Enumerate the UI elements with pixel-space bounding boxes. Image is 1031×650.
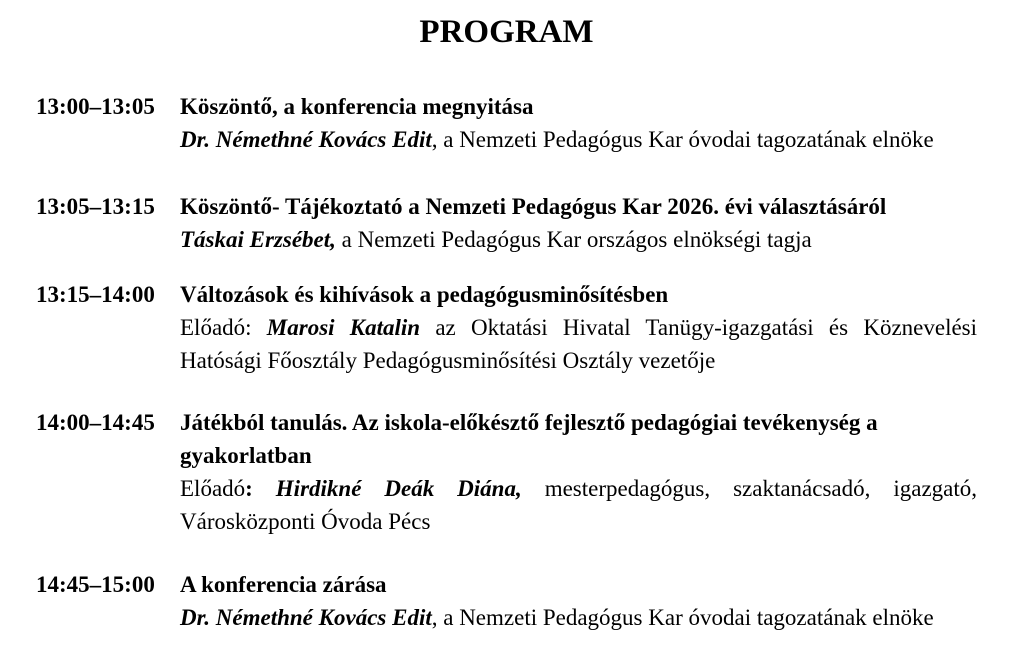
presenter-label: Előadó: [180, 476, 246, 501]
program-entry: [36, 190, 977, 256]
speaker-role: mesterpedagógus, szaktanácsadó, igazgató, Városközponti Óvoda Pécs: [180, 476, 977, 534]
speaker-line: [180, 472, 977, 538]
speaker-line: [180, 123, 977, 156]
time-slot: 13:15–14:00: [36, 282, 155, 307]
speaker-name: Dr. Némethné Kovács Edit: [180, 127, 432, 152]
entry-content: [180, 90, 977, 156]
time-slot: 14:45–15:00: [36, 572, 155, 597]
speaker-role: , a Nemzeti Pedagógus Kar óvodai tagozatának elnöke: [431, 605, 934, 630]
session-title: Változások és kihívások a pedagógusminősítésben: [180, 282, 669, 307]
program-entry: [36, 568, 977, 634]
speaker-line: [180, 223, 977, 256]
program-entry: [36, 406, 977, 538]
speaker-name: Marosi Katalin: [266, 315, 421, 340]
presenter-label-colon: :: [245, 476, 253, 501]
session-title: Játékból tanulás. Az iskola-előkésztő fejlesztő pedagógiai tevékenység a gyakorlatban: [180, 410, 878, 468]
session-title: Köszöntő- Tájékoztató a Nemzeti Pedagógus Kar 2026. évi választásáról: [180, 194, 887, 219]
session-title: Köszöntő, a konferencia megnyitása: [180, 94, 534, 119]
entry-content: [180, 406, 977, 538]
time-slot: 13:00–13:05: [36, 94, 155, 119]
session-title: A konferencia zárása: [180, 572, 387, 597]
presenter-label: Előadó:: [180, 315, 267, 340]
entry-content: [180, 278, 977, 377]
speaker-role: , a Nemzeti Pedagógus Kar óvodai tagozatának elnöke: [431, 127, 934, 152]
page-title: PROGRAM: [419, 14, 594, 50]
entry-content: [180, 568, 977, 634]
speaker-line: [180, 601, 977, 634]
speaker-role: a Nemzeti Pedagógus Kar országos elnökségi tagja: [335, 227, 812, 252]
time-slot: 13:05–13:15: [36, 194, 155, 219]
speaker-role: az Oktatási Hivatal Tanügy-igazgatási és Köznevelési Hatósági Főosztály Pedagógusminősítési Osztály vezetője: [180, 315, 978, 373]
presenter-label-space: [253, 476, 276, 501]
speaker-name: Dr. Némethné Kovács Edit: [180, 605, 432, 630]
program-entry: [36, 278, 977, 377]
speaker-name: Hirdikné Deák Diána,: [275, 476, 522, 501]
speaker-name: Táskai Erzsébet,: [180, 227, 336, 252]
speaker-line: [180, 311, 977, 377]
time-slot: 14:00–14:45: [36, 410, 155, 435]
entry-content: [180, 190, 977, 256]
program-entry: [36, 90, 977, 156]
